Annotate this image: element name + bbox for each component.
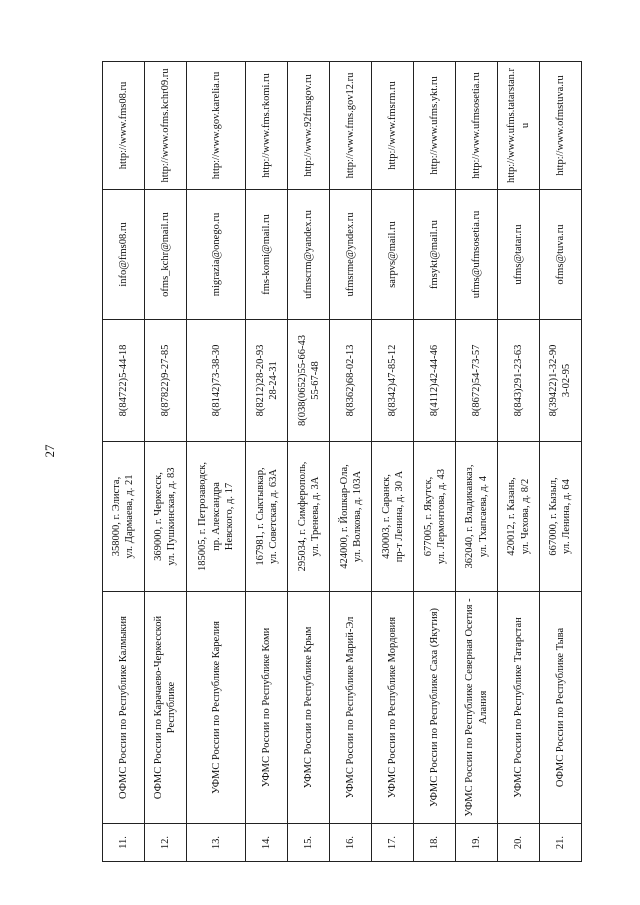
office-phone xyxy=(186,320,246,442)
office-name: УФМС России по Республике Крым xyxy=(288,592,330,824)
table-rotated-wrapper xyxy=(102,62,582,862)
phone-line: 8(84722)5-44-18 xyxy=(117,344,129,417)
office-address xyxy=(539,442,581,592)
office-name: УФМС России по Республике Коми xyxy=(246,592,288,824)
address-line: 362040, г. Владикавказ, xyxy=(464,464,476,569)
address-line: ул. Дармаева, д. 21 xyxy=(124,474,136,559)
office-email: ufms@tatar.ru xyxy=(498,190,540,320)
office-address xyxy=(186,442,246,592)
office-phone xyxy=(246,320,288,442)
table-row xyxy=(288,62,330,862)
phone-line: 8(39422)1-32-90 xyxy=(548,344,560,417)
office-address xyxy=(144,442,186,592)
row-number: 16. xyxy=(330,824,372,862)
table-row xyxy=(498,62,540,862)
address-line: Невского, д. 17 xyxy=(223,482,235,551)
address-line: 420012, г. Казань, xyxy=(506,477,518,556)
office-email: ufmsrme@yndex.ru xyxy=(330,190,372,320)
table-row xyxy=(456,62,498,862)
phone-line: 28-24-31 xyxy=(267,361,279,400)
table-row xyxy=(186,62,246,862)
office-name: ОФМС России по Республике Калмыкия xyxy=(103,592,145,824)
address-line: ул. Советская, д. 63А xyxy=(267,469,279,564)
address-line: 358000, г. Элиста, xyxy=(111,476,123,557)
address-line: пр. Александра xyxy=(210,482,222,551)
address-line: ул. Ленина, д. 64 xyxy=(561,479,573,554)
phone-line: 55-67-48 xyxy=(309,361,321,400)
office-address xyxy=(414,442,456,592)
office-email: sarpvs@mail.ru xyxy=(372,190,414,320)
phone-line: 8(8342)47-85-12 xyxy=(387,344,399,417)
phone-line: 8(8672)54-73-57 xyxy=(471,344,483,417)
address-line: 677005, г. Якутск, xyxy=(422,476,434,557)
phone-line: 8(4112)42-44-46 xyxy=(429,344,441,417)
office-name: УФМС России по Республике Мордовия xyxy=(372,592,414,824)
table-row xyxy=(144,62,186,862)
office-email: ofms@tuva.ru xyxy=(539,190,581,320)
address-line: ул. Лермонтова, д. 43 xyxy=(435,468,447,565)
phone-line: 8(038(0652)55-66-43 xyxy=(296,335,308,426)
office-email: ufms@ufmsosetia.ru xyxy=(456,190,498,320)
office-website: http://www.ufmsosetia.ru xyxy=(456,62,498,190)
office-name: УФМС России по Республике Татарстан xyxy=(498,592,540,824)
address-line: ул. Тхапсаева, д. 4 xyxy=(477,475,489,558)
table-row xyxy=(539,62,581,862)
office-email: migrazia@onego.ru xyxy=(186,190,246,320)
page-number: 27 xyxy=(42,444,57,458)
address-line: 424000, г. Йошкар-Ола, xyxy=(338,464,350,569)
row-number: 15. xyxy=(288,824,330,862)
office-email: ufmscrm@yandex.ru xyxy=(288,190,330,320)
phone-line: 8(8212)28-20-93 xyxy=(254,344,266,417)
office-name: УФМС России по Республике Саха (Якутия) xyxy=(414,592,456,824)
office-address xyxy=(288,442,330,592)
row-number: 12. xyxy=(144,824,186,862)
office-email: fms-komi@mail.ru xyxy=(246,190,288,320)
office-website: http://www.92fmsgov.ru xyxy=(288,62,330,190)
phone-line: 3-02-95 xyxy=(561,363,573,398)
office-name: УФМС России по Республике Марий-Эл xyxy=(330,592,372,824)
phone-line: 8(843)291-23-63 xyxy=(512,344,524,417)
office-website: http://www.fms.gov12.ru xyxy=(330,62,372,190)
office-phone xyxy=(539,320,581,442)
office-phone xyxy=(330,320,372,442)
row-number: 14. xyxy=(246,824,288,862)
address-line: 369000, г. Черкесск, xyxy=(153,472,165,561)
office-email: fmsykt@mail.ru xyxy=(414,190,456,320)
office-address xyxy=(246,442,288,592)
table-row xyxy=(372,62,414,862)
row-number: 19. xyxy=(456,824,498,862)
office-website: http://www.gov.karelia.ru xyxy=(186,62,246,190)
address-line: 430003, г. Саранск, xyxy=(380,474,392,559)
row-number: 11. xyxy=(103,824,145,862)
office-email: info@fms08.ru xyxy=(103,190,145,320)
fms-offices-table xyxy=(102,61,582,862)
office-email: ofms_kchr@mail.ru xyxy=(144,190,186,320)
office-name: УФМС России по Республике Карелия xyxy=(186,592,246,824)
row-number: 21. xyxy=(539,824,581,862)
office-website: http://www.ofms.kchr09.ru xyxy=(144,62,186,190)
office-phone xyxy=(288,320,330,442)
office-name: ОФМС России по Республике Тыва xyxy=(539,592,581,824)
address-line: ул. Чехова, д. 8/2 xyxy=(519,478,531,555)
address-line: 295034, г. Симферополь, xyxy=(296,461,308,572)
address-line: 167981, г. Сыктывкар, xyxy=(254,467,266,566)
address-line: ул. Тренева, д. 3А xyxy=(309,476,321,557)
office-website: http://www.ufms.ykt.ru xyxy=(414,62,456,190)
office-website: http://www.ufms.tatarstan.ru xyxy=(498,62,540,190)
office-name: ОФМС России по Карачаево-Черкесской Республике xyxy=(144,592,186,824)
phone-line: 8(8362)68-02-13 xyxy=(345,344,357,417)
office-address xyxy=(103,442,145,592)
address-line: ул. Волкова, д. 103А xyxy=(351,470,363,563)
office-address xyxy=(330,442,372,592)
office-website: http://www.fms.rkomi.ru xyxy=(246,62,288,190)
phone-line: 8(87822)9-27-85 xyxy=(159,344,171,417)
row-number: 20. xyxy=(498,824,540,862)
office-address xyxy=(372,442,414,592)
office-website: http://www.ofmstuva.ru xyxy=(539,62,581,190)
office-website: http://www.fmsrm.ru xyxy=(372,62,414,190)
row-number: 18. xyxy=(414,824,456,862)
table-row xyxy=(103,62,145,862)
address-line: ул. Пушкинская, д. 83 xyxy=(166,467,178,566)
table-row xyxy=(246,62,288,862)
table-row xyxy=(414,62,456,862)
table-row xyxy=(330,62,372,862)
address-line: 185005, г. Петрозаводск, xyxy=(197,462,209,571)
address-line: 667000, г. Кызыл, xyxy=(548,477,560,556)
office-phone xyxy=(498,320,540,442)
office-address xyxy=(498,442,540,592)
office-phone xyxy=(372,320,414,442)
office-phone xyxy=(144,320,186,442)
office-website: http://www.fms08.ru xyxy=(103,62,145,190)
office-phone xyxy=(414,320,456,442)
phone-line: 8(8142)73-38-30 xyxy=(210,344,222,417)
office-address xyxy=(456,442,498,592)
row-number: 13. xyxy=(186,824,246,862)
office-phone xyxy=(456,320,498,442)
office-phone xyxy=(103,320,145,442)
address-line: пр-т Ленина, д. 30 А xyxy=(393,470,405,563)
office-name: УФМС России по Республике Северная Осетия - Алания xyxy=(456,592,498,824)
row-number: 17. xyxy=(372,824,414,862)
